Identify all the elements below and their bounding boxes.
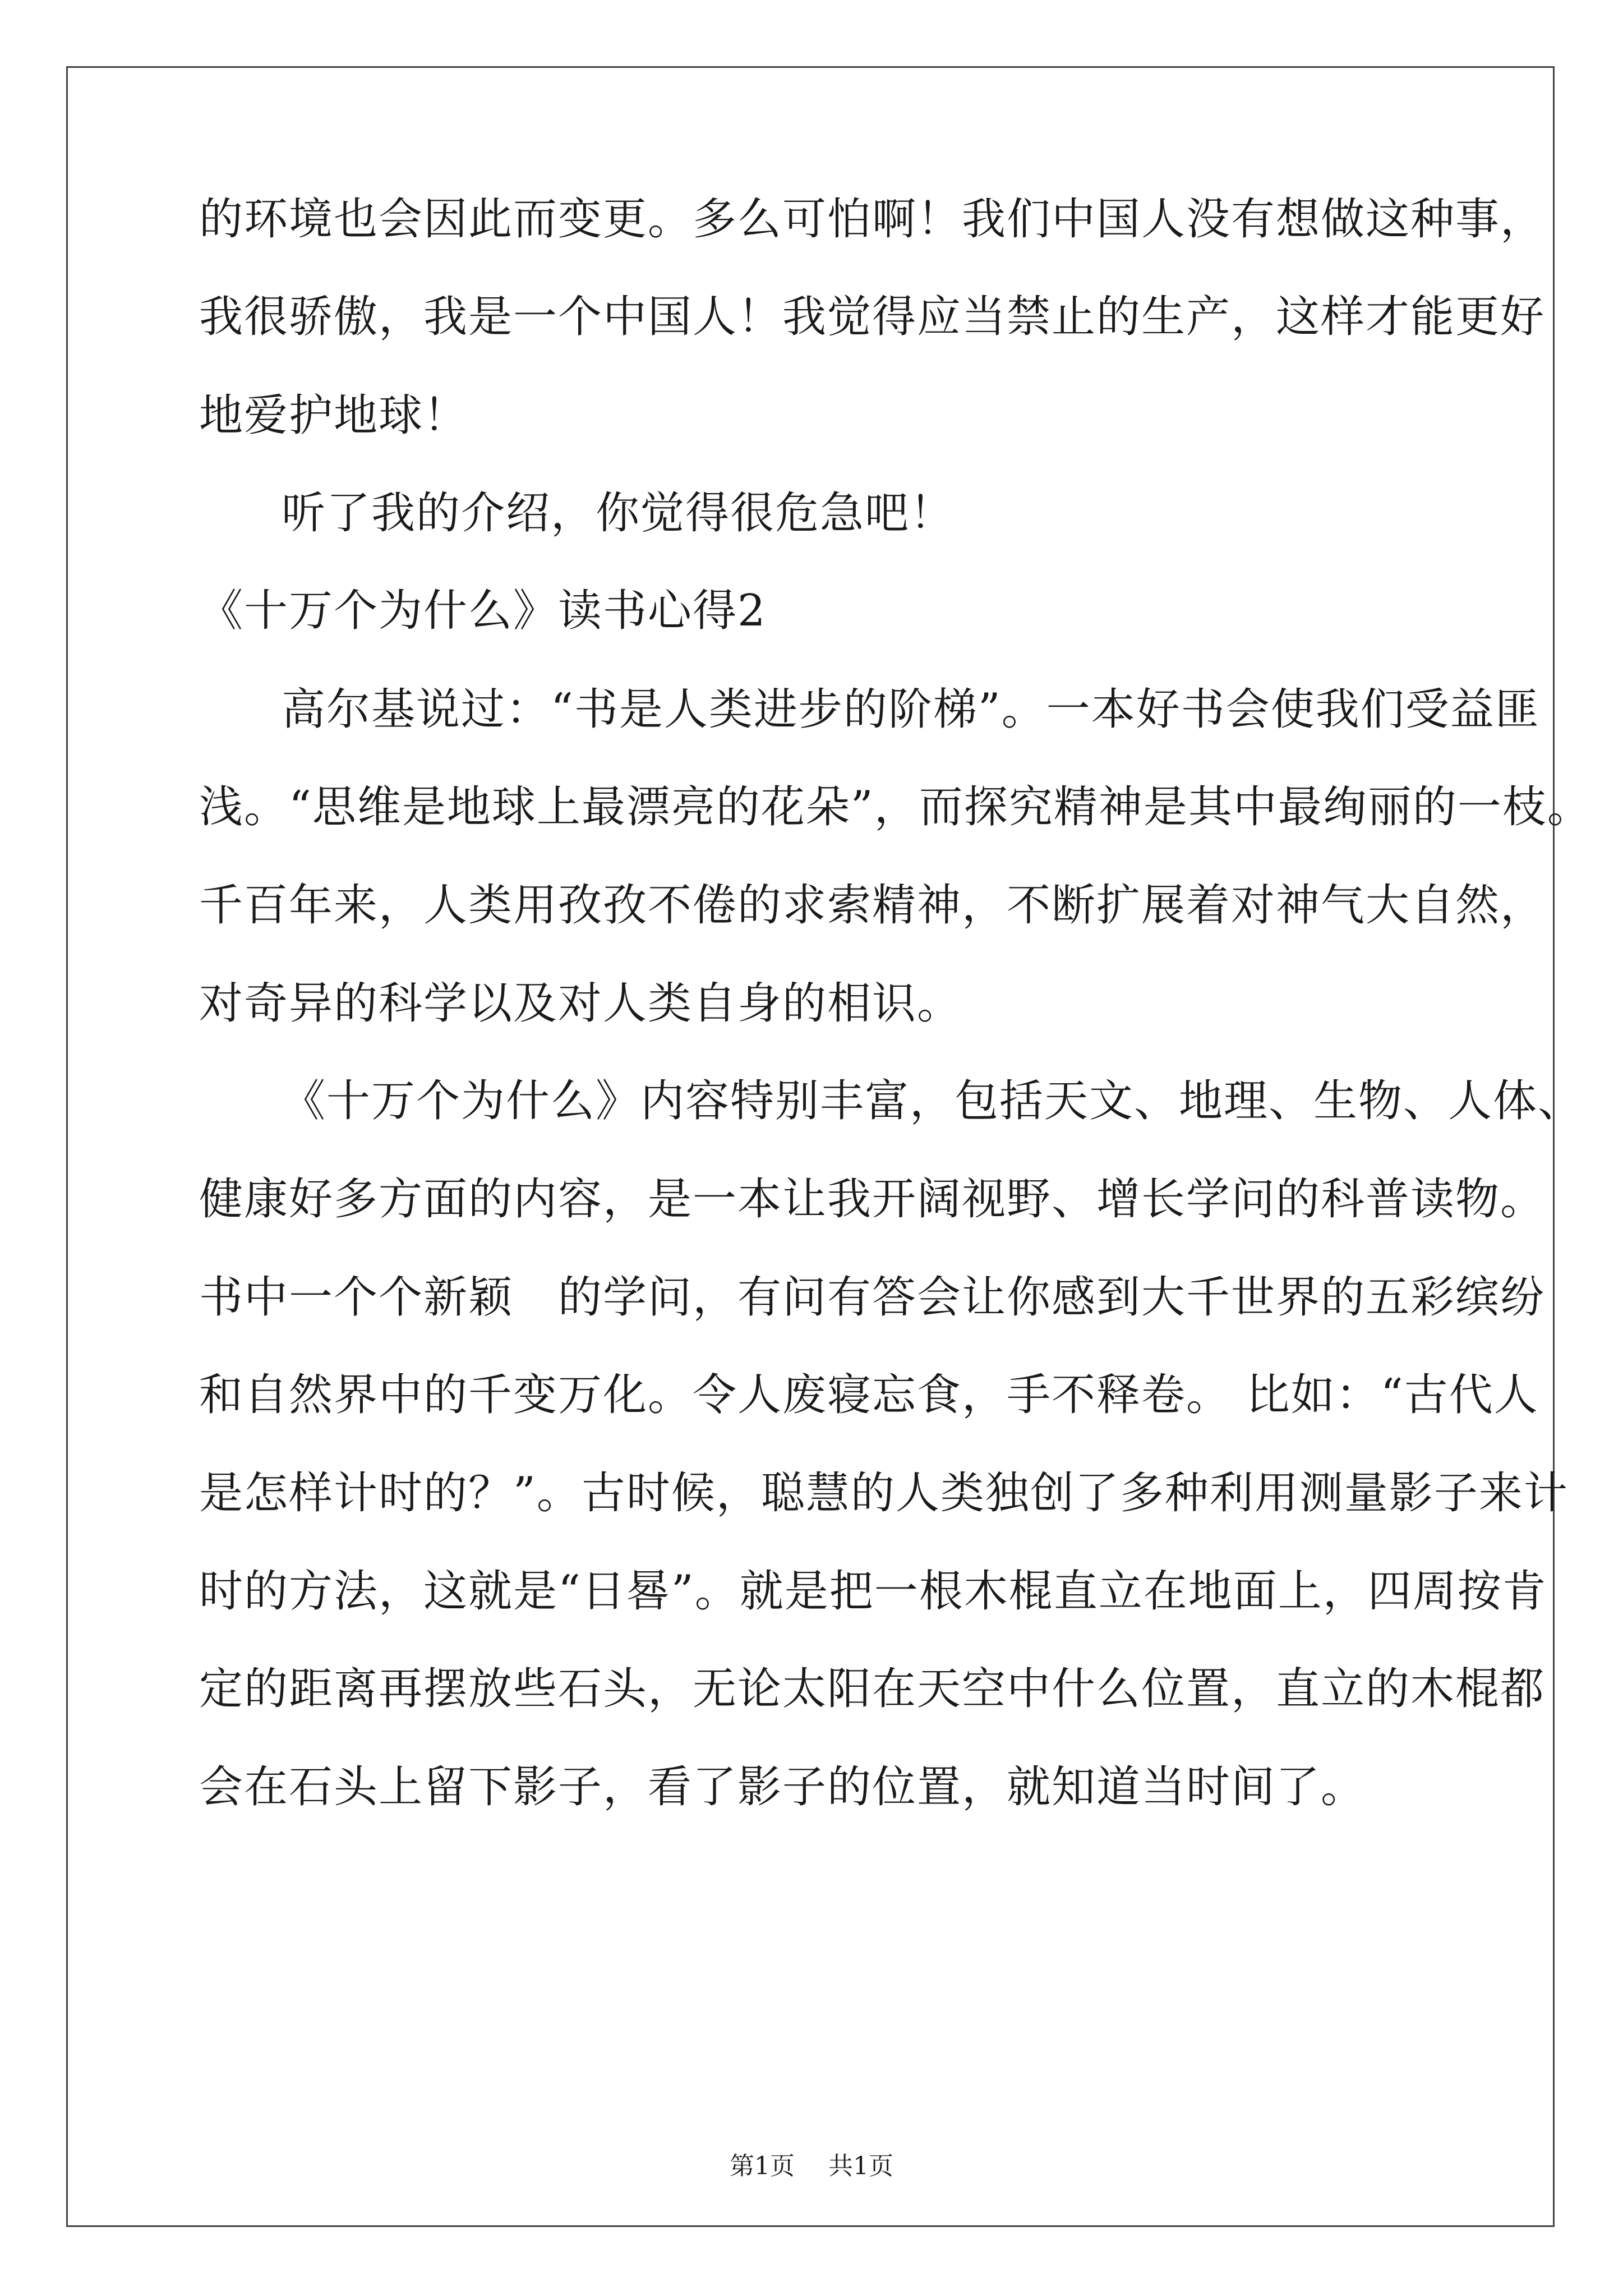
text-line: 我很骄傲，我是一个中国人！我觉得应当禁止的生产，这样才能更好 xyxy=(199,292,1546,342)
page-number-total: 共1页 xyxy=(828,2152,893,2180)
text-line: 听了我的介绍，你觉得很危急吧！ xyxy=(282,488,955,539)
text-line: 高尔基说过：“书是人类进步的阶梯”。一本好书会使我们受益匪 xyxy=(282,684,1540,735)
text-line: 时的方法，这就是“日晷”。就是把一根木棍直立在地面上，四周按肯 xyxy=(199,1566,1547,1617)
text-line: 浅。“思维是地球上最漂亮的花朵”，而探究精神是其中最绚丽的一枝。 xyxy=(199,782,1592,832)
text-line: 健康好多方面的内容，是一本让我开阔视野、增长学问的科普读物。 xyxy=(199,1174,1546,1225)
text-line: 定的距离再摆放些石头，无论太阳在天空中什么位置，直立的木棍都 xyxy=(199,1664,1546,1714)
text-line: 地爱护地球！ xyxy=(199,390,469,441)
text-line: 和自然界中的千变万化。令人废寝忘食，手不释卷。 比如：“古代人 xyxy=(199,1370,1539,1420)
page-number-current: 第1页 xyxy=(730,2152,795,2180)
page-footer xyxy=(0,2146,1623,2182)
text-line: 是怎样计时的？”。古时候，聪慧的人类独创了多种利用测量影子来计 xyxy=(199,1468,1569,1519)
text-line: 千百年来，人类用孜孜不倦的求索精神，不断扩展着对神气大自然， xyxy=(199,880,1546,931)
text-line: 会在石头上留下影子，看了影子的位置，就知道当时间了。 xyxy=(199,1762,1366,1812)
section-heading: 《十万个为什么》读书心得2 xyxy=(199,586,767,636)
text-line: 书中一个个新颖 的学问，有问有答会让你感到大千世界的五彩缤纷 xyxy=(199,1272,1546,1323)
text-line: 对奇异的科学以及对人类自身的相识。 xyxy=(199,978,962,1029)
text-line: 的环境也会因此而变更。多么可怕啊！我们中国人没有想做这种事， xyxy=(199,194,1546,245)
text-line: 《十万个为什么》内容特别丰富，包括天文、地理、生物、人体、 xyxy=(282,1076,1583,1126)
